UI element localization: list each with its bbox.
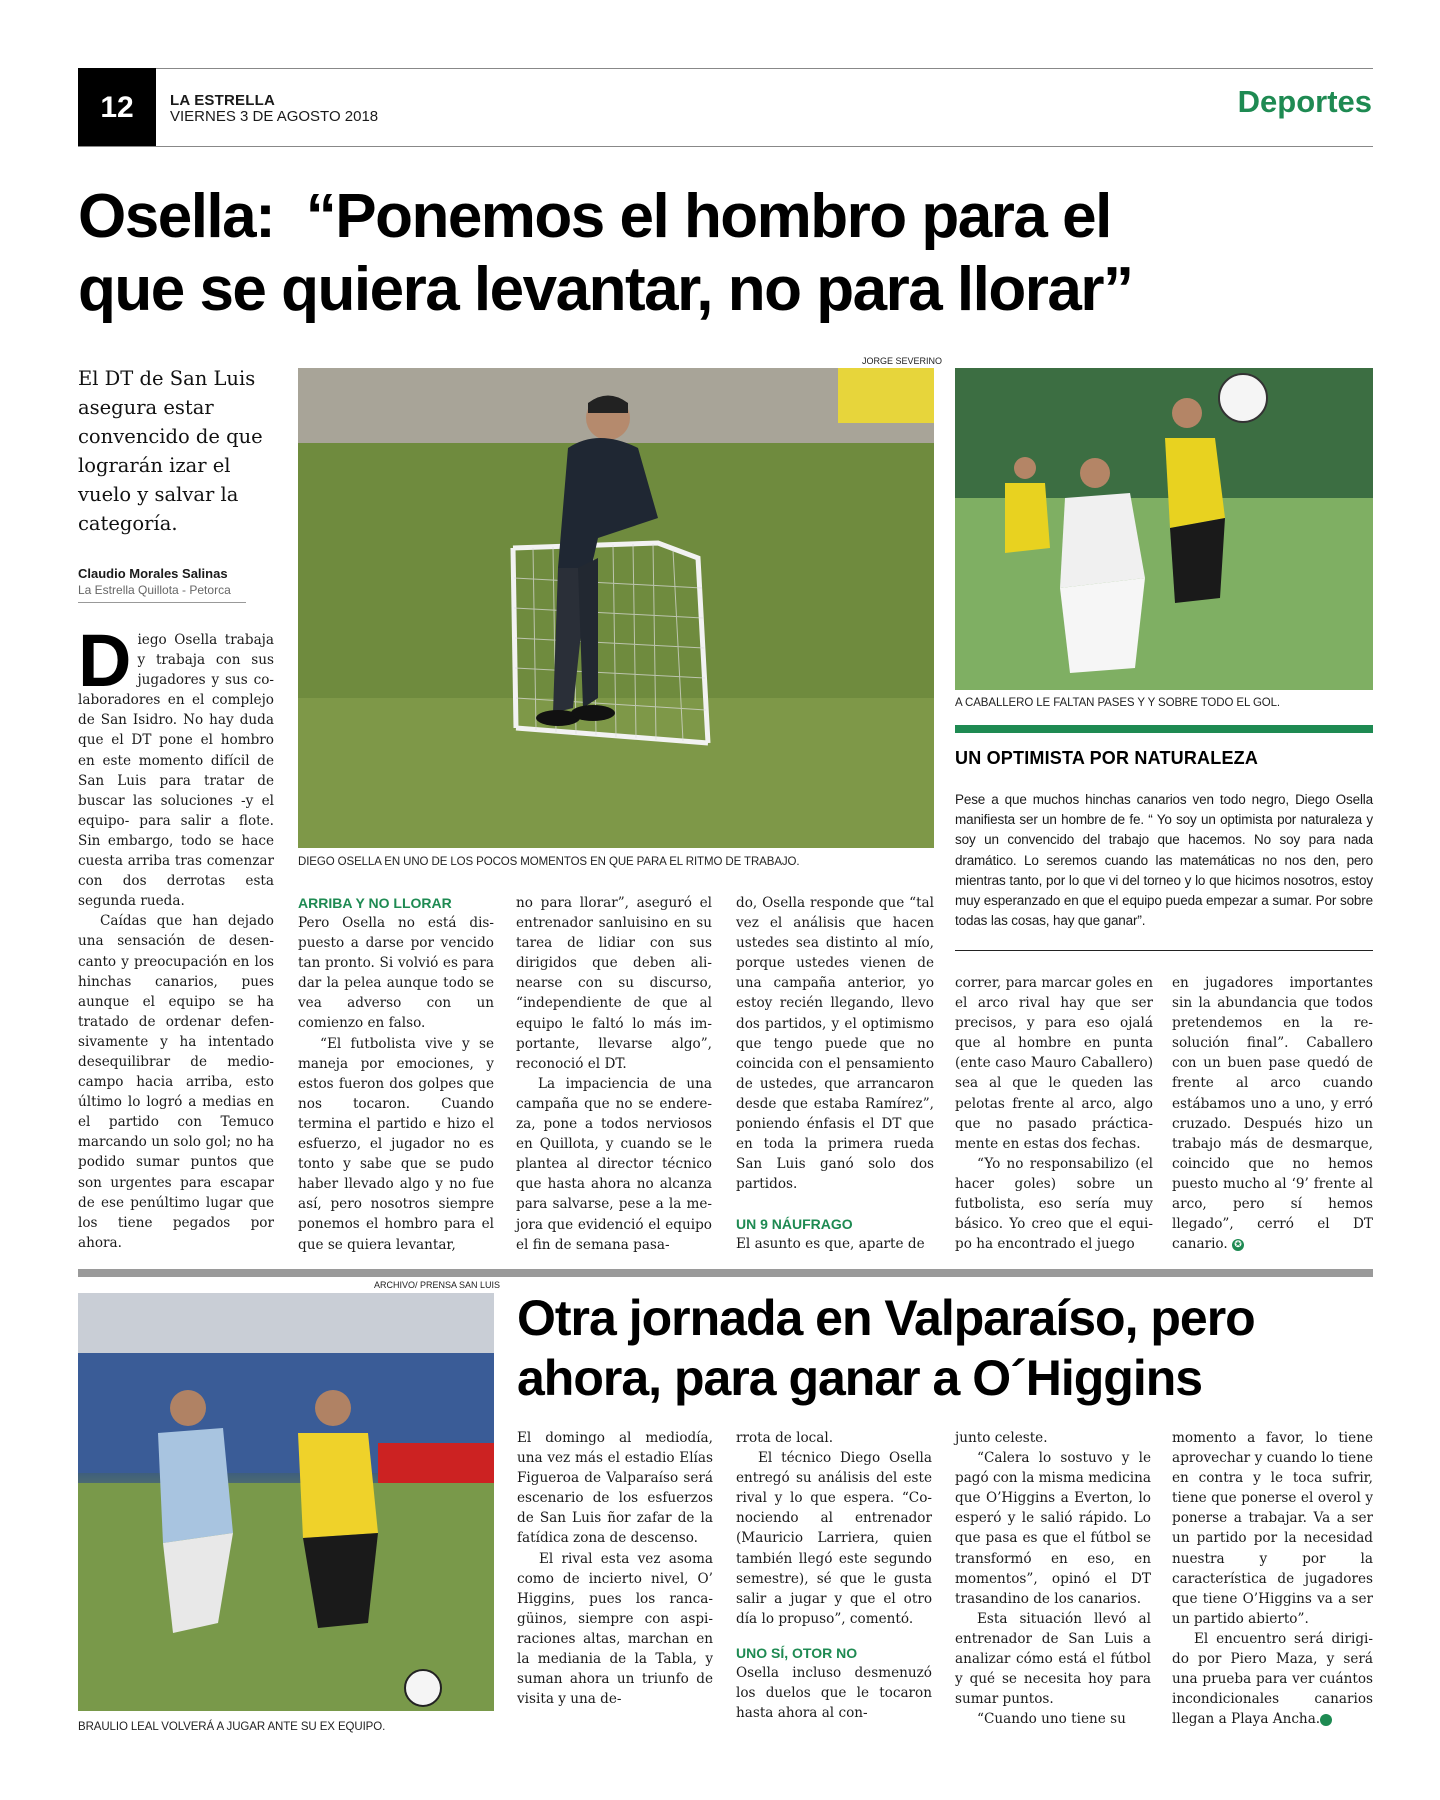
second-headline-line2: ahora, para ganar a O´Higgins (517, 1350, 1203, 1406)
byline-divider (78, 602, 246, 603)
photo-ball (1219, 374, 1267, 422)
photo3-credit: ARCHIVO/ PRENSA SAN LUIS (374, 1280, 501, 1290)
article-separator-bar (78, 1269, 1373, 1277)
subhead-uno-si-otor-no: UNO SÍ, OTOR NO (736, 1644, 858, 1661)
paragraph: “El futbolista vive y se maneja por emociones, y estos fueron dos golpes que nos tocaron. Cuando termina el partido e hizo el esfuerzo, el jugador no es tonto y sabe que se pudo haber llevado algo y no fue así, pero nosotros siempre ponemos el hombro para el que se quiera levantar, (298, 1035, 494, 1253)
photo-ball (405, 1670, 441, 1706)
paragraph: correr, para marcar goles en el arco rival hay que ser precisos, y para eso ojalá que al hombre en punta (ente caso Mauro Caballero) sea al que le queden las pelotas frente al arco, algo que no pasado prácticamente en estas dos fechas. (955, 975, 1153, 1152)
paragraph: “Calera lo sostuvo y le pagó con la misma medicina que O’Higgins a Everton, lo esperó y le salió rápido. Lo que pasa es que el fútbol se transformó en eso, en momentos”, opinó el DT trasandino de los canarios. (955, 1450, 1151, 1607)
paragraph: rrota de local. (736, 1430, 834, 1446)
subhead-un-9-naufrago: UN 9 NÁUFRAGO (736, 1216, 853, 1233)
photo-ad-board (378, 1443, 494, 1483)
article-column-6 (1172, 973, 1373, 1254)
section-name: Deportes (1237, 84, 1372, 119)
paragraph: “Yo no responsabilizo (el hacer goles) sobre un futbolista, eso sería muy básico. Yo creo que el equipo ha encontrado el juego (955, 1155, 1153, 1253)
paragraph: no para llorar”, aseguró el entrenador sanluisino en su tarea de lidiar con sus dirigidos que deben alinearse con su discurso, “independiente de que al equipo le faltó lo más importante, llevarse algo”, reconoció el DT. (516, 895, 712, 1072)
drop-cap: D (78, 619, 132, 702)
coach-photo-illustration (298, 368, 934, 848)
article-column-4 (736, 893, 934, 1255)
main-headline (78, 180, 1378, 326)
second-column-4 (1172, 1428, 1373, 1729)
article-column-5 (955, 973, 1153, 1254)
sidebar-title: UN OPTIMISTA POR NATURALEZA (955, 748, 1259, 768)
photo-yellow-banner (838, 368, 934, 423)
page-number: 12 (78, 68, 156, 147)
paragraph: iego Osella trabaja y trabaja con sus jugadores y sus colaboradores en el complejo de San Isidro. No hay duda que el DT pone el hombro en este momento difícil de San Luis para tratar de buscar las soluciones -y el equipo- para salir a flote. Sin embargo, todo se hace cuesta arriba tras comenzar con dos derrotas esta segunda rueda. (78, 632, 274, 910)
photo-coach-with-goal (298, 368, 934, 848)
article-column-2 (298, 893, 494, 1255)
photo2-caption: A CABALLERO LE FALTAN PASES Y Y SOBRE TODO EL GOL. (955, 697, 1281, 709)
paragraph: El rival esta vez asoma como de incierto nivel, O’ Higgins, pues los rancagüinos, siempre con aspiraciones altas, marchan en la mediania de la Tabla, y suman ahora un triunfo de visita y una de- (517, 1550, 713, 1708)
sidebar-green-bar (955, 725, 1373, 733)
sidebar-text: Pese a que muchos hinchas canarios ven todo negro, Diego Osella manifiesta ser un hombre de fe. “ Yo soy un optimista por naturaleza y soy un convencido del trabajo que hacemos. No soy para nada dramático. Lo seremos cuando las matemáticas no nos den, pero mientras tanto, por lo que vi del torneo y lo que hicimos nosotros, estoy muy esperanzado en que el equipo pueda empezar a sumar. Por sobre todas las cosas, hay que ganar”. (955, 792, 1373, 929)
paragraph: Pero Osella no está dispuesto a darse por vencido tan pronto. Si volvió es para dar la pelea aunque todo se vea adverso con un comienzo en falso. (298, 915, 494, 1032)
paragraph: El domingo al mediodía, una vez más el estadio Elías Figueroa de Valparaíso será escenario de los esfuerzos de San Luis ñor zafar de la fatídica zona de descenso. (517, 1430, 713, 1547)
second-headline (517, 1288, 1377, 1408)
photo-caballero-match (955, 368, 1373, 690)
paragraph: El encuentro será dirigido por Piero Maza, y será una prueba para ver cuántos incondicionales canarios llegan a Playa Ancha. (1172, 1630, 1373, 1728)
match-photo-illustration (955, 368, 1373, 690)
paragraph: en jugadores importantes sin la abundancia que todos pretendemos en la resolución final”. Caballero con un buen pase quedó de frente al arco cuando estábamos uno a uno, y erró cruzado. Después hizo un trabajo más de desmarque, coincido que no hemos puesto mucho al ‘9’ frente al arco, pero sí hemos llegado”, cerró el DT canario. (1172, 975, 1373, 1253)
paragraph: El técnico Diego Osella entregó su análisis del este rival y lo que espera. “Conociendo al entrenador (Mauricio Larriera, quien también llegó este segundo semestre), sé que le gusta salir a jugar y que el otro día lo propuso”, comentó. (736, 1450, 932, 1627)
article-column-1 (78, 619, 274, 1253)
end-of-article-icon: ✪ (1232, 1239, 1244, 1251)
article-column-3 (516, 893, 712, 1255)
sidebar-bottom-rule (955, 950, 1373, 951)
main-headline-line1: Osella: “Ponemos el hombro para el (78, 182, 1111, 251)
header-bottom-rule (78, 146, 1373, 147)
paragraph: “Cuando uno tiene su (977, 1711, 1126, 1728)
paragraph: Esta situación llevó al entrenador de San Luis a analizar cómo está el fútbol y qué se necesita hoy para sumar puntos. (955, 1610, 1151, 1708)
subhead-arriba-y-no-llorar: ARRIBA Y NO LLORAR (298, 895, 452, 911)
paragraph: El asunto es que, aparte de (736, 1236, 925, 1253)
photo-stands (955, 368, 1373, 498)
photo1-credit: JORGE SEVERINO (862, 356, 943, 366)
second-column-1 (517, 1428, 713, 1709)
end-of-article-icon: ✪ (1320, 1714, 1332, 1726)
main-headline-line2: que se quiera levantar, no para llorar” (78, 255, 1133, 324)
author-name: Claudio Morales Salinas (78, 566, 228, 581)
stadium-photo-illustration (78, 1293, 494, 1711)
issue-date: VIERNES 3 DE AGOSTO 2018 (170, 108, 379, 125)
photo1-caption: DIEGO OSELLA EN UNO DE LOS POCOS MOMENTOS EN QUE PARA EL RITMO DE TRABAJO. (298, 856, 800, 868)
paragraph: Caídas que han dejado una sensación de desencanto y preocupación en los hinchas canarios, pues aunque el equipo se ha tratado de ordenar defensivamente y ha intentado desequilibrar de mediocampo hacia arriba, esto último lo logró a medias en el partido con Temuco marcando un solo gol; no ha podido sumar puntos que son urgentes para escapar de ese penúltimo lugar que los tiene pegados por ahora. (78, 913, 274, 1251)
newspaper-name: LA ESTRELLA (170, 92, 275, 109)
photo-braulio-leal (78, 1293, 494, 1711)
paragraph: do, Osella responde que “tal vez el análisis que hacen ustedes sea distinto al mío, porque ustedes vienen de una campaña anterior, yo estoy recién llegando, llevo dos partidos, y el optimismo que tengo puede que no coincida con el pensamiento de ustedes, que arrancaron desde que estaba Ramírez”, poniendo énfasis el DT que en toda la primera rueda San Luis ganó solo dos partidos. (736, 895, 934, 1193)
second-headline-line1: Otra jornada en Valparaíso, pero (517, 1290, 1255, 1346)
paragraph: junto celeste. (955, 1430, 1048, 1446)
header-top-rule (78, 68, 1373, 69)
second-column-3 (955, 1428, 1151, 1729)
paragraph: momento a favor, lo tiene aprovechar y cuando lo tiene en contra y le toca sufrir, tiene que ponerse el overol y ponerse a trabajar. Va a ser un partido por la necesidad nuestra y por la característica de jugadores que tiene O’Higgins va a ser un partido abierto”. (1172, 1430, 1373, 1627)
paragraph: Osella incluso desmenuzó los duelos que le tocaron hasta ahora al con- (736, 1664, 932, 1722)
second-column-2 (736, 1428, 932, 1723)
article-deck: El DT de San Luis asegura estar convencido de que lograrán izar el vuelo y salvar la categoría. (78, 367, 263, 535)
paragraph: La impaciencia de una campaña que no se endereza, pone a todos nerviosos en Quillota, y cuando se le plantea al director técnico que hasta ahora no alcanza para salvarse, pese a la mejora que evidenció el equipo el fin de semana pasa- (516, 1075, 712, 1253)
author-organization: La Estrella Quillota - Petorca (78, 583, 231, 597)
photo-stadium-roof (78, 1293, 494, 1353)
photo3-caption: BRAULIO LEAL VOLVERÁ A JUGAR ANTE SU EX EQUIPO. (78, 1721, 386, 1733)
